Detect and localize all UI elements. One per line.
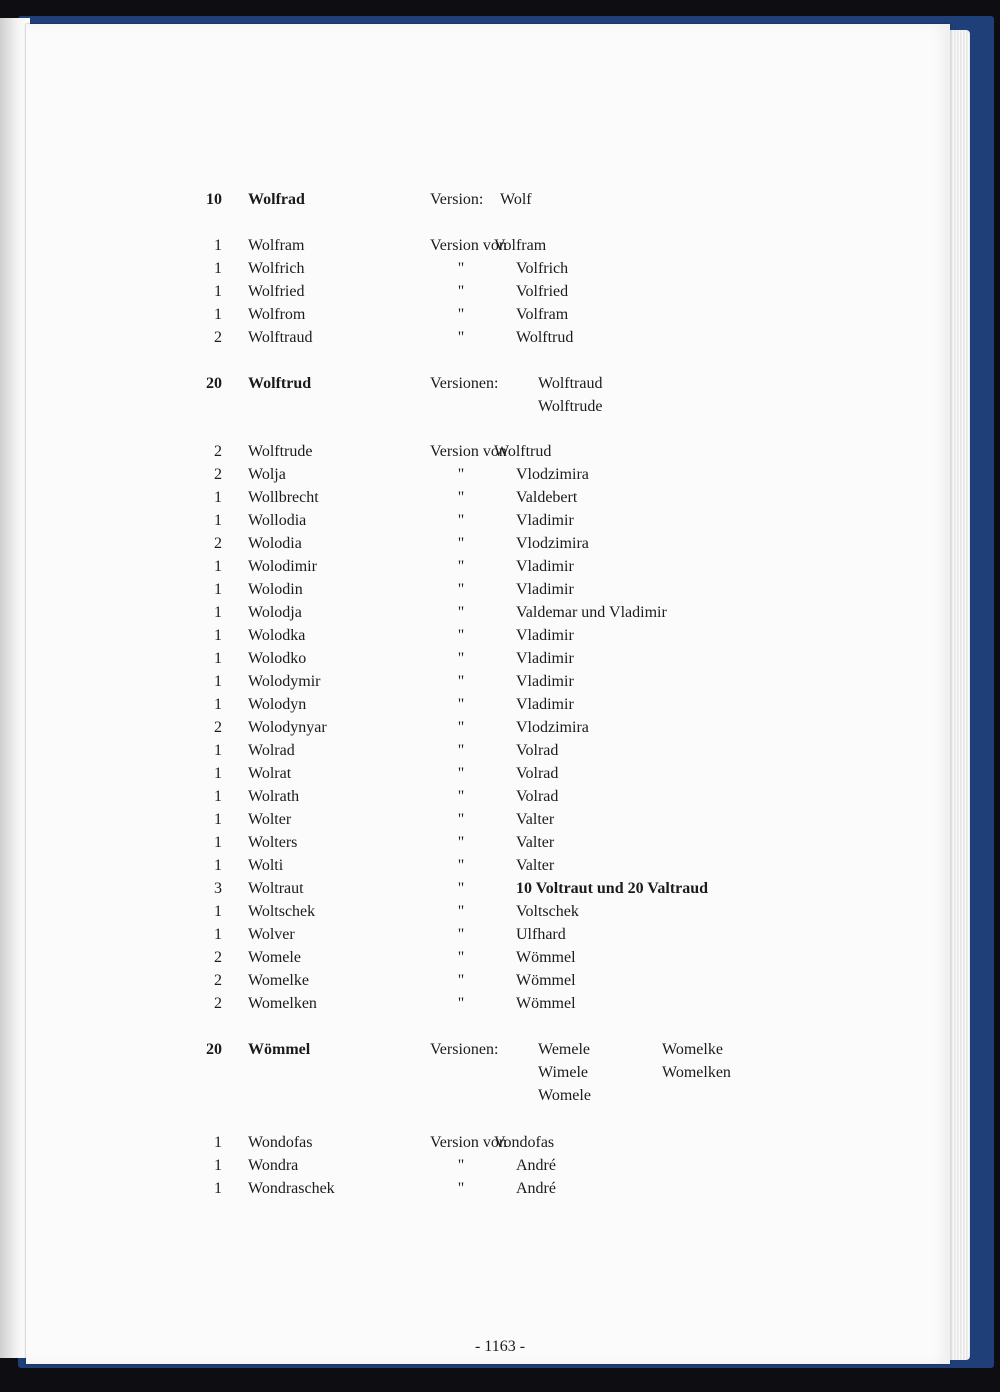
- entry-name: Wollodia: [248, 512, 307, 529]
- entry-name: Wolfrich: [248, 260, 305, 277]
- entry-count: 20: [206, 1041, 222, 1058]
- version-value: Vladimir: [516, 512, 574, 529]
- entry-count: 1: [214, 696, 222, 713]
- version-value: 10 Voltraut und 20 Valtraud: [516, 880, 709, 897]
- entry-count: 2: [214, 535, 222, 552]
- ditto-mark: ": [457, 260, 465, 277]
- book-page: [26, 24, 950, 1364]
- ditto-mark: ": [457, 857, 465, 874]
- entry-name: Wolrat: [248, 765, 292, 782]
- entry-name: Wolodyn: [248, 696, 307, 713]
- entry-name: Wolfried: [248, 283, 305, 300]
- entry-count: 1: [214, 788, 222, 805]
- entry-count: 2: [214, 995, 222, 1012]
- entry-count: 1: [214, 857, 222, 874]
- ditto-mark: ": [457, 926, 465, 943]
- version-value: Vladimir: [516, 581, 574, 598]
- version-value: Volrad: [516, 765, 559, 782]
- entry-name: Wolfram: [248, 237, 305, 254]
- version-value: Wimele: [538, 1064, 588, 1081]
- entry-count: 1: [214, 834, 222, 851]
- entry-count: 2: [214, 329, 222, 346]
- entry-name: Wolodin: [248, 581, 303, 598]
- version-value: Wömmel: [516, 972, 576, 989]
- version-value: Wolftraud: [538, 375, 603, 392]
- entry-count: 2: [214, 466, 222, 483]
- entry-name: Wolftrude: [248, 443, 313, 460]
- entry-count: 1: [214, 1157, 222, 1174]
- version-value: Womelken: [662, 1064, 731, 1081]
- version-label: Version von: [430, 237, 507, 254]
- version-value: Wömmel: [516, 995, 576, 1012]
- ditto-mark: ": [457, 903, 465, 920]
- entry-count: 1: [214, 903, 222, 920]
- version-value: Vlodzimira: [516, 535, 589, 552]
- entry-name: Wolja: [248, 466, 286, 483]
- entry-count: 1: [214, 283, 222, 300]
- entry-name: Wolter: [248, 811, 292, 828]
- entry-count: 1: [214, 489, 222, 506]
- version-value: Wemele: [538, 1041, 591, 1058]
- entry-name: Wolrath: [248, 788, 300, 805]
- entry-name: Womelken: [248, 995, 317, 1012]
- version-value: Vladimir: [516, 558, 574, 575]
- version-value: Vlodzimira: [516, 719, 589, 736]
- version-value: Vondofas: [494, 1134, 555, 1151]
- entry-name: Woltschek: [248, 903, 316, 920]
- version-value: Valdebert: [516, 489, 578, 506]
- entry-name: Wolfrom: [248, 306, 306, 323]
- entry-count: 3: [214, 880, 222, 897]
- entry-name: Wolver: [248, 926, 295, 943]
- ditto-mark: ": [457, 283, 465, 300]
- ditto-mark: ": [457, 306, 465, 323]
- entry-count: 1: [214, 306, 222, 323]
- ditto-mark: ": [457, 995, 465, 1012]
- version-label: Versionen:: [430, 1041, 499, 1058]
- version-value: Wolf: [500, 191, 532, 208]
- entry-count: 1: [214, 237, 222, 254]
- version-value: Valter: [516, 834, 555, 851]
- entry-count: 1: [214, 512, 222, 529]
- version-value: Voltschek: [516, 903, 579, 920]
- page-number: - 1163 -: [474, 1338, 526, 1355]
- entry-name: Woltraut: [248, 880, 304, 897]
- entry-count: 1: [214, 811, 222, 828]
- version-value: André: [516, 1180, 556, 1197]
- ditto-mark: ": [457, 765, 465, 782]
- entry-name: Wolters: [248, 834, 298, 851]
- version-value: Vladimir: [516, 627, 574, 644]
- entry-count: 2: [214, 719, 222, 736]
- entry-name: Wolftraud: [248, 329, 313, 346]
- entry-name: Wömmel: [248, 1041, 311, 1058]
- version-value: Vladimir: [516, 650, 574, 667]
- ditto-mark: ": [457, 558, 465, 575]
- version-value: Vladimir: [516, 696, 574, 713]
- entry-name: Wondofas: [248, 1134, 313, 1151]
- entry-name: Wolrad: [248, 742, 295, 759]
- ditto-mark: ": [457, 489, 465, 506]
- entry-name: Wolodja: [248, 604, 302, 621]
- entry-count: 1: [214, 260, 222, 277]
- version-value: Womelke: [662, 1041, 723, 1058]
- version-value: Volfram: [494, 237, 547, 254]
- version-label: Version von: [430, 1134, 507, 1151]
- entry-name: Wolodia: [248, 535, 302, 552]
- version-label: Version:: [430, 191, 484, 208]
- version-value: Volrad: [516, 788, 559, 805]
- version-value: Wolftrud: [516, 329, 574, 346]
- version-label: Version von: [430, 443, 507, 460]
- ditto-mark: ": [457, 1157, 465, 1174]
- entry-name: Wolodka: [248, 627, 306, 644]
- ditto-mark: ": [457, 811, 465, 828]
- entry-name: Wolodimir: [248, 558, 317, 575]
- ditto-mark: ": [457, 535, 465, 552]
- ditto-mark: ": [457, 949, 465, 966]
- version-value: Wömmel: [516, 949, 576, 966]
- entry-name: Wollbrecht: [248, 489, 319, 506]
- entry-count: 2: [214, 949, 222, 966]
- entry-name: Wolftrud: [248, 375, 312, 392]
- entry-name: Wondra: [248, 1157, 299, 1174]
- version-value: Volrad: [516, 742, 559, 759]
- ditto-mark: ": [457, 650, 465, 667]
- entry-count: 10: [206, 191, 222, 208]
- version-value: Womele: [538, 1087, 591, 1104]
- entry-count: 1: [214, 742, 222, 759]
- entry-count: 2: [214, 972, 222, 989]
- ditto-mark: ": [457, 329, 465, 346]
- entry-count: 2: [214, 443, 222, 460]
- entry-count: 1: [214, 604, 222, 621]
- entry-count: 1: [214, 581, 222, 598]
- entry-count: 1: [214, 627, 222, 644]
- version-value: Ulfhard: [516, 926, 566, 943]
- ditto-mark: ": [457, 1180, 465, 1197]
- entry-name: Wolodymir: [248, 673, 321, 690]
- version-value: Vladimir: [516, 673, 574, 690]
- ditto-mark: ": [457, 742, 465, 759]
- ditto-mark: ": [457, 673, 465, 690]
- entry-count: 1: [214, 926, 222, 943]
- version-value: Volfram: [516, 306, 569, 323]
- version-value: Wolftrude: [538, 398, 603, 415]
- entry-count: 1: [214, 650, 222, 667]
- version-value: André: [516, 1157, 556, 1174]
- ditto-mark: ": [457, 788, 465, 805]
- ditto-mark: ": [457, 604, 465, 621]
- entry-count: 1: [214, 558, 222, 575]
- ditto-mark: ": [457, 512, 465, 529]
- ditto-mark: ": [457, 696, 465, 713]
- version-value: Valter: [516, 857, 555, 874]
- version-value: Volfrich: [516, 260, 569, 277]
- entry-name: Womelke: [248, 972, 309, 989]
- entry-count: 20: [206, 375, 222, 392]
- version-value: Valdemar und Vladimir: [516, 604, 667, 621]
- version-value: Volfried: [516, 283, 569, 300]
- ditto-mark: ": [457, 466, 465, 483]
- ditto-mark: ": [457, 627, 465, 644]
- ditto-mark: ": [457, 880, 465, 897]
- version-value: Vlodzimira: [516, 466, 589, 483]
- entry-name: Wolodynyar: [248, 719, 327, 736]
- entry-name: Wondraschek: [248, 1180, 335, 1197]
- entry-name: Wolfrad: [248, 191, 305, 208]
- version-value: Valter: [516, 811, 555, 828]
- version-value: Wolftrud: [494, 443, 552, 460]
- ditto-mark: ": [457, 972, 465, 989]
- ditto-mark: ": [457, 834, 465, 851]
- version-label: Versionen:: [430, 375, 499, 392]
- entry-name: Wolti: [248, 857, 284, 874]
- entry-name: Wolodko: [248, 650, 307, 667]
- ditto-mark: ": [457, 719, 465, 736]
- entry-count: 1: [214, 1134, 222, 1151]
- ditto-mark: ": [457, 581, 465, 598]
- entry-name: Womele: [248, 949, 301, 966]
- entry-count: 1: [214, 1180, 222, 1197]
- entry-count: 1: [214, 673, 222, 690]
- entry-count: 1: [214, 765, 222, 782]
